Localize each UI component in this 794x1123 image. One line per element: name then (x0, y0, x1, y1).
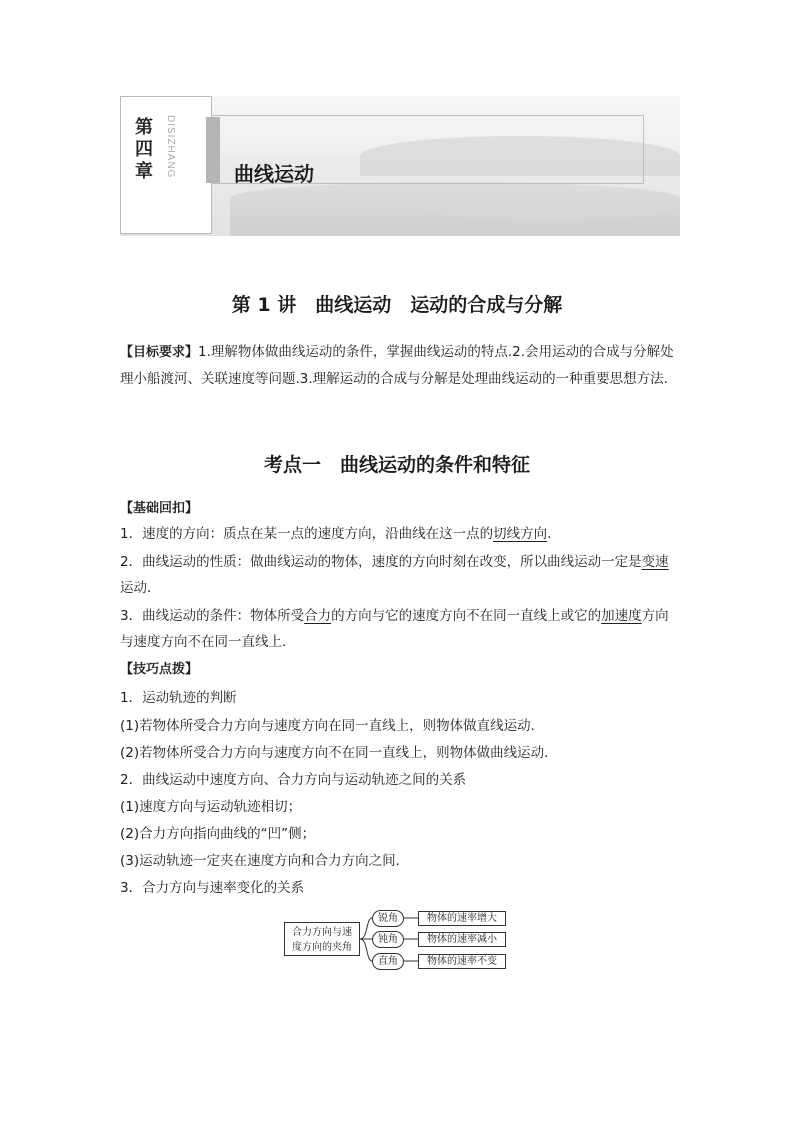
skills-item-2-2: (2)合力方向指向曲线的“凹”侧； (120, 826, 316, 842)
skills-item-2-3: (3)运动轨迹一定夹在速度方向和合力方向之间． (120, 853, 410, 869)
chapter-pinyin: DISIZHANG (165, 115, 176, 179)
chapter-number-box (120, 96, 212, 234)
basics-item-1-answer: 切线方向 (493, 526, 548, 542)
basics-item-3 (120, 603, 680, 655)
basics-item-2-end: 运动． (120, 580, 161, 596)
branch-right-result: 物体的速率不变 (418, 954, 506, 969)
skills-label: 【技巧点拨】 (120, 662, 199, 677)
section-title: 考点一 曲线运动的条件和特征 (263, 454, 530, 476)
lecture-title: 第 1 讲 曲线运动 运动的合成与分解 (231, 294, 563, 316)
objectives-label: 【目标要求】 (120, 345, 199, 360)
skills-item-2-1: (1)速度方向与运动轨迹相切； (120, 799, 302, 815)
objectives-text: 1.理解物体做曲线运动的条件，掌握曲线运动的特点.2.会用运动的合成与分解处理小船渡河、关联速度等问题.3.理解运动的合成与分解是处理曲线运动的一种重要思想方法． (120, 344, 678, 387)
basics-item-2-answer: 变速 (641, 554, 669, 570)
basics-item-3-answer-2: 加速度 (601, 608, 642, 624)
banner-shore (230, 182, 680, 236)
chapter-title: 曲线运动 (234, 162, 314, 186)
branch-right-angle: 直角 (372, 953, 404, 970)
basics-item-1-text: 1．速度的方向：质点在某一点的速度方向，沿曲线在这一点的 (120, 526, 494, 542)
diagram-main-box: 合力方向与速 度方向的夹角 (284, 922, 360, 956)
basics-label: 【基础回扣】 (120, 501, 199, 516)
basics-item-2 (120, 549, 680, 601)
skills-heading-2: 2．曲线运动中速度方向、合力方向与运动轨迹之间的关系 (120, 772, 467, 788)
basics-item-2-text: 2．曲线运动的性质：做曲线运动的物体，速度的方向时刻在改变，所以曲线运动一定是 (120, 554, 642, 570)
basics-item-3-text-b: 的方向与它的速度方向不在同一直线上或它的 (331, 608, 602, 624)
skills-item-1-2: (2)若物体所受合力方向与速度方向不在同一直线上，则物体做曲线运动． (120, 745, 558, 761)
skills-heading-3: 3．合力方向与速率变化的关系 (120, 880, 305, 896)
branch-acute-result: 物体的速率增大 (418, 911, 506, 926)
branch-obtuse-result: 物体的速率减小 (418, 932, 506, 947)
angle-speed-diagram (284, 908, 514, 972)
basics-item-1-end: ． (547, 526, 561, 542)
skills-item-1-1: (1)若物体所受合力方向与速度方向在同一直线上，则物体做直线运动． (120, 718, 545, 734)
chapter-accent-bar (206, 117, 220, 183)
branch-acute-angle: 锐角 (372, 910, 404, 927)
basics-item-1 (120, 524, 561, 544)
objectives-paragraph (120, 339, 680, 392)
basics-item-3-text-a: 3．曲线运动的条件：物体所受 (120, 608, 305, 624)
branch-obtuse-angle: 钝角 (372, 931, 404, 948)
chapter-label: 第四章 (135, 117, 153, 182)
basics-item-3-answer-1: 合力 (304, 608, 332, 624)
basics-item-3-text-c: 方向与速度方向不在同一直线上． (120, 608, 669, 650)
skills-heading-1: 1．运动轨迹的判断 (120, 690, 237, 706)
